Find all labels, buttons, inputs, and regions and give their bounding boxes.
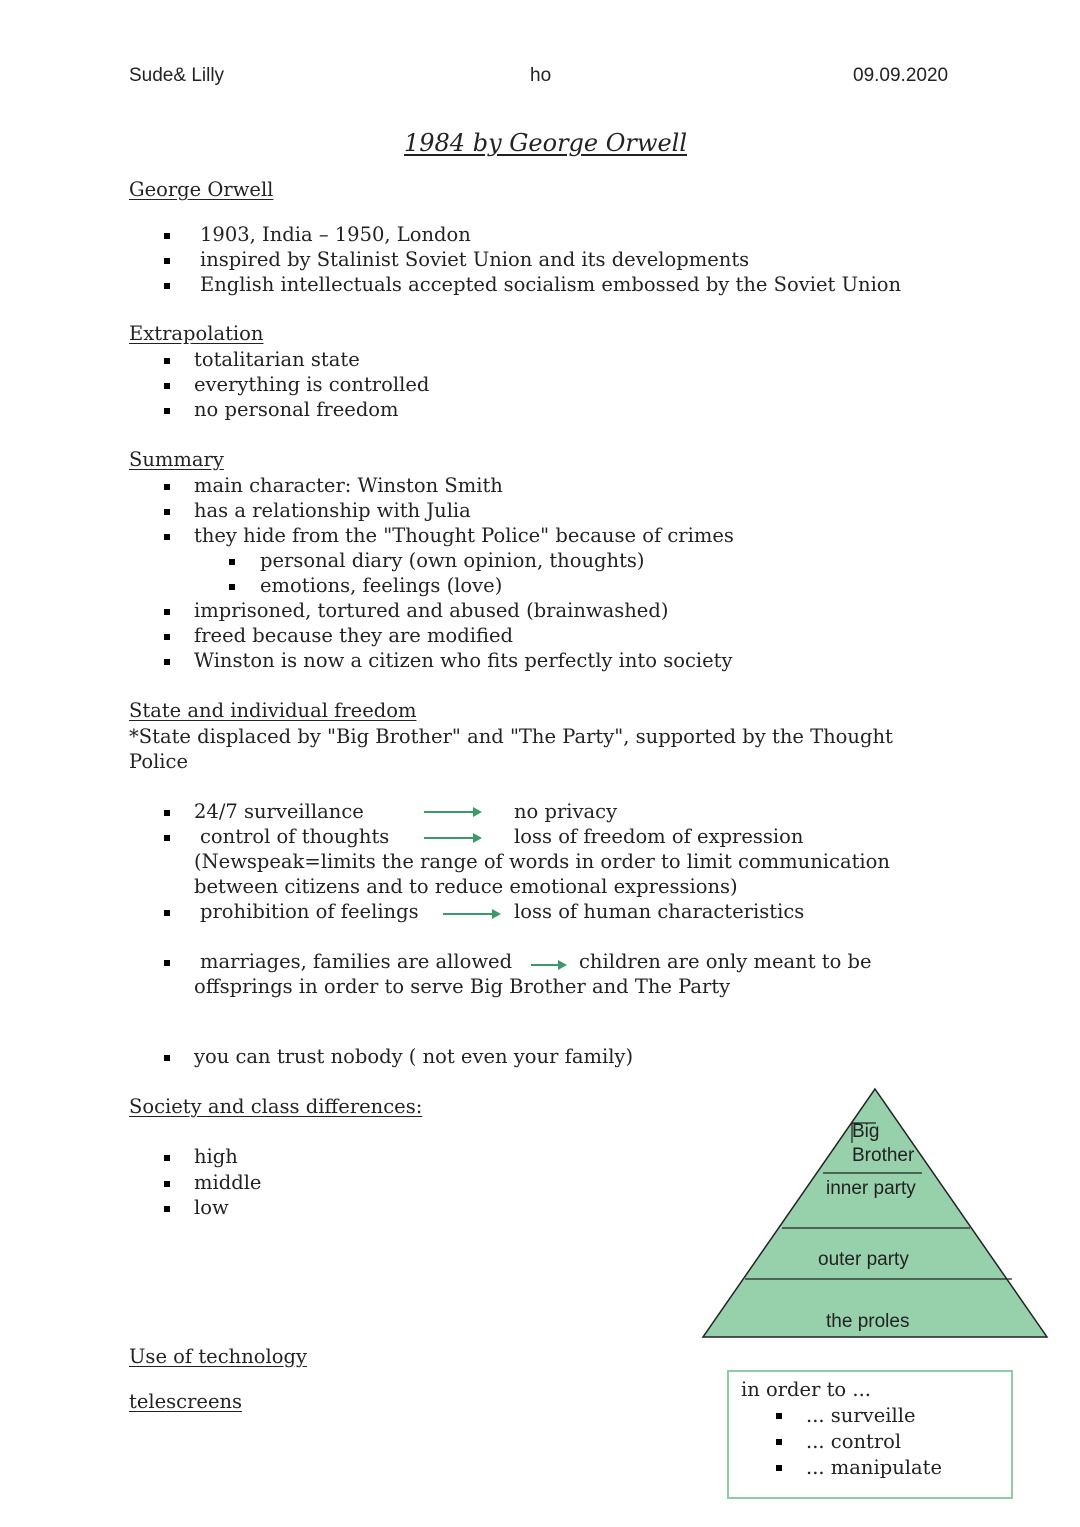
bullet-icon [164,659,170,665]
bullet-icon [164,383,170,389]
trust-text: you can trust nobody ( not even your family) [194,1045,634,1068]
loss-expression-text: loss of freedom of expression [514,825,804,848]
heading-summary: Summary [129,448,224,471]
summary-item-1: main character: Winston Smith [194,474,503,497]
state-note-line-1: *State displaced by "Big Brother" and "The Party", supported by the Thought [129,725,893,748]
bullet-icon [164,258,170,264]
control-thoughts-text: control of thoughts [200,825,390,848]
pyramid-outer-party: outer party [818,1249,909,1270]
bullet-icon [164,910,170,916]
pyramid-proles: the proles [826,1311,910,1332]
pyramid-brother: Brother [852,1145,915,1166]
arrow-right-icon [424,837,480,839]
purpose-item-1: ... surveille [806,1404,916,1427]
purpose-item-2: ... control [806,1430,902,1453]
bullet-icon [164,484,170,490]
bullet-icon [164,634,170,640]
arrow-right-icon [424,811,480,813]
bullet-icon [164,1055,170,1061]
bullet-icon [164,1206,170,1212]
bullet-icon [164,358,170,364]
bullet-icon [776,1465,782,1471]
class-low: low [194,1196,229,1219]
bullet-icon [164,509,170,515]
bullet-icon [164,408,170,414]
header-date: 09.09.2020 [853,65,949,86]
heading-technology: Use of technology [129,1345,307,1368]
summary-item-5: freed because they are modified [194,624,513,647]
arrow-right-icon [531,964,565,966]
page-title: 1984 by George Orwell [404,129,687,157]
heading-society: Society and class differences: [129,1095,423,1118]
bullet-icon [776,1439,782,1445]
summary-item-6: Winston is now a citizen who fits perfectly into society [194,649,733,672]
prohibition-feelings-text: prohibition of feelings [200,900,419,923]
bullet-icon [164,810,170,816]
newspeak-line-2: between citizens and to reduce emotional expressions) [194,875,738,898]
bullet-icon [164,233,170,239]
class-high: high [194,1145,238,1168]
summary-item-3: they hide from the "Thought Police" because of crimes [194,524,734,547]
surveillance-text: 24/7 surveillance [194,800,364,823]
pyramid-big: Big [852,1121,880,1142]
bullet-icon [229,559,235,565]
bullet-icon [229,584,235,590]
header-center: ho [530,65,552,86]
bullet-icon [164,960,170,966]
extrapolation-item-2: everything is controlled [194,373,430,396]
newspeak-line-1: (Newspeak=limits the range of words in order to limit communication [194,850,890,873]
extrapolation-item-1: totalitarian state [194,348,360,371]
purpose-item-3: ... manipulate [806,1456,942,1479]
children-line-1: children are only meant to be [579,950,872,973]
orwell-item-1: 1903, India – 1950, London [200,223,471,246]
bullet-icon [164,609,170,615]
children-line-2: offsprings in order to serve Big Brother and The Party [194,975,731,998]
bullet-icon [776,1413,782,1419]
heading-extrapolation: Extrapolation [129,322,264,345]
author-names: Sude& Lilly [129,65,225,86]
purpose-intro: in order to ... [741,1378,871,1401]
summary-item-2: has a relationship with Julia [194,499,471,522]
orwell-item-2: inspired by Stalinist Soviet Union and its developments [200,248,750,271]
summary-item-4: imprisoned, tortured and abused (brainwashed) [194,599,669,622]
telescreens-text: telescreens [129,1390,243,1413]
pyramid-inner-party: inner party [826,1178,916,1199]
marriages-text: marriages, families are allowed [200,950,513,973]
state-note-line-2: Police [129,750,189,773]
no-privacy-text: no privacy [514,800,618,823]
bullet-icon [164,534,170,540]
heading-state-freedom: State and individual freedom [129,699,417,722]
arrow-right-icon [443,913,499,915]
extrapolation-item-3: no personal freedom [194,398,399,421]
bullet-icon [164,1181,170,1187]
heading-george-orwell: George Orwell [129,178,274,201]
orwell-item-3: English intellectuals accepted socialism embossed by the Soviet Union [200,273,902,296]
class-middle: middle [194,1171,262,1194]
bullet-icon [164,835,170,841]
loss-human-text: loss of human characteristics [514,900,805,923]
bullet-icon [164,283,170,289]
summary-subitem-1: personal diary (own opinion, thoughts) [260,549,645,572]
bullet-icon [164,1155,170,1161]
summary-subitem-2: emotions, feelings (love) [260,574,503,597]
